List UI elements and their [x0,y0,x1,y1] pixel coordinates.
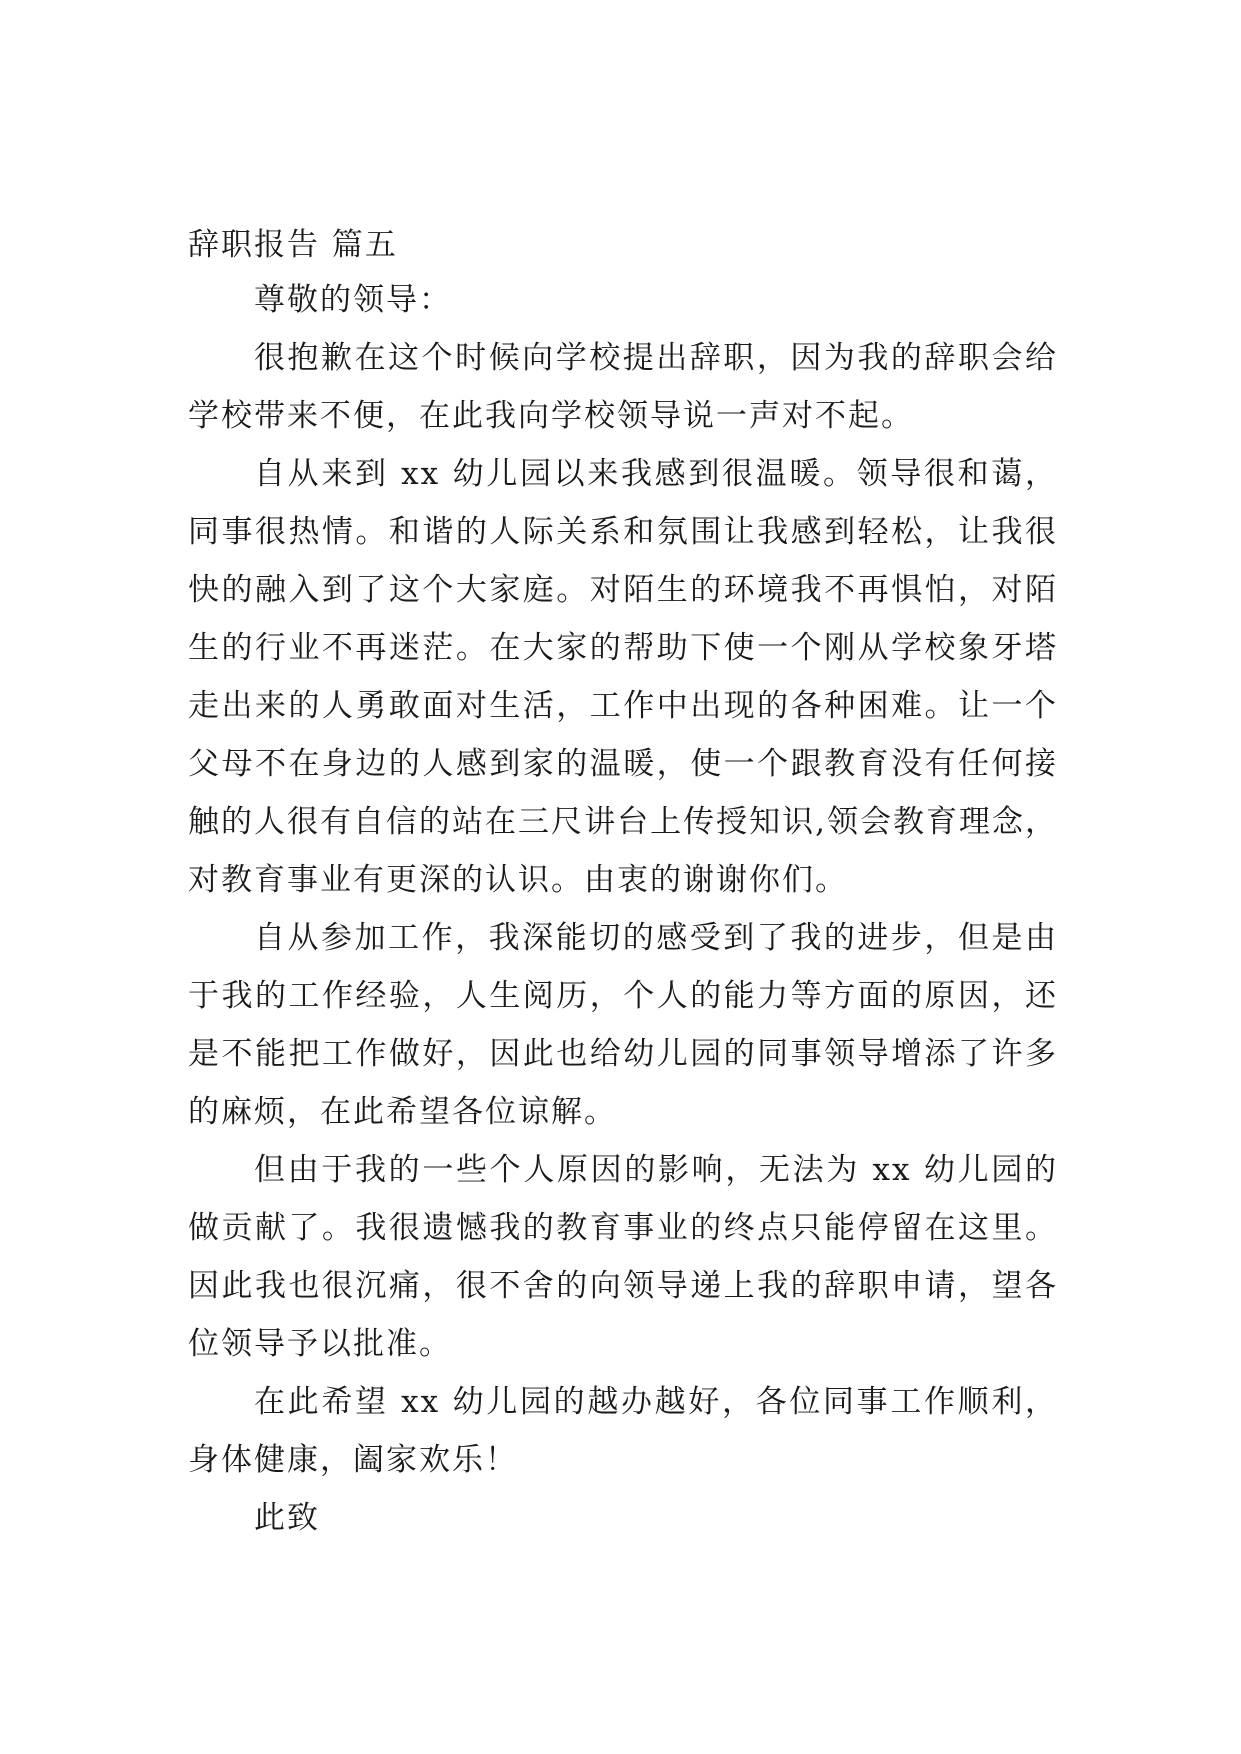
salutation: 尊敬的领导： [254,282,452,318]
closing: 此致 [254,1500,320,1536]
paragraph-gratitude: 自从来到 xx 幼儿园以来我感到很温暖。领导很和蔼，同事很热情。和谐的人际关系和氛围让我感到轻松，让我很快的融入到了这个大家庭。对陌生的环境我不再惧怕，对陌生的行业不再迷茫。在大家的帮助下使一个刚从学校象牙塔走出来的人勇敢面对生活，工作中出现的各种困难。让一个父母不在身边的人感到家的温暖，使一个跟教育没有任何接触的人很有自信的站在三尺讲台上传授知识,领会教育理念，对教育事业有更深的认识。由衷的谢谢你们。 [188,456,1058,898]
paragraph-reflection: 自从参加工作，我深能切的感受到了我的进步，但是由于我的工作经验，人生阅历，个人的能力等方面的原因，还是不能把工作做好，因此也给幼儿园的同事领导增添了许多的麻烦，在此希望各位谅解。 [188,920,1058,1130]
paragraph-wishes: 在此希望 xx 幼儿园的越办越好，各位同事工作顺利，身体健康，阖家欢乐！ [188,1384,1058,1478]
paragraph-apology: 很抱歉在这个时候向学校提出辞职，因为我的辞职会给学校带来不便，在此我向学校领导说一声对不起。 [188,340,1058,434]
paragraph-resignation-request: 但由于我的一些个人原因的影响，无法为 xx 幼儿园的做贡献了。我很遗憾我的教育事业的终点只能停留在这里。因此我也很沉痛，很不舍的向领导递上我的辞职申请，望各位领导予以批准。 [188,1152,1058,1362]
document-title: 辞职报告 篇五 [188,227,398,263]
document-body [188,243,1058,1547]
